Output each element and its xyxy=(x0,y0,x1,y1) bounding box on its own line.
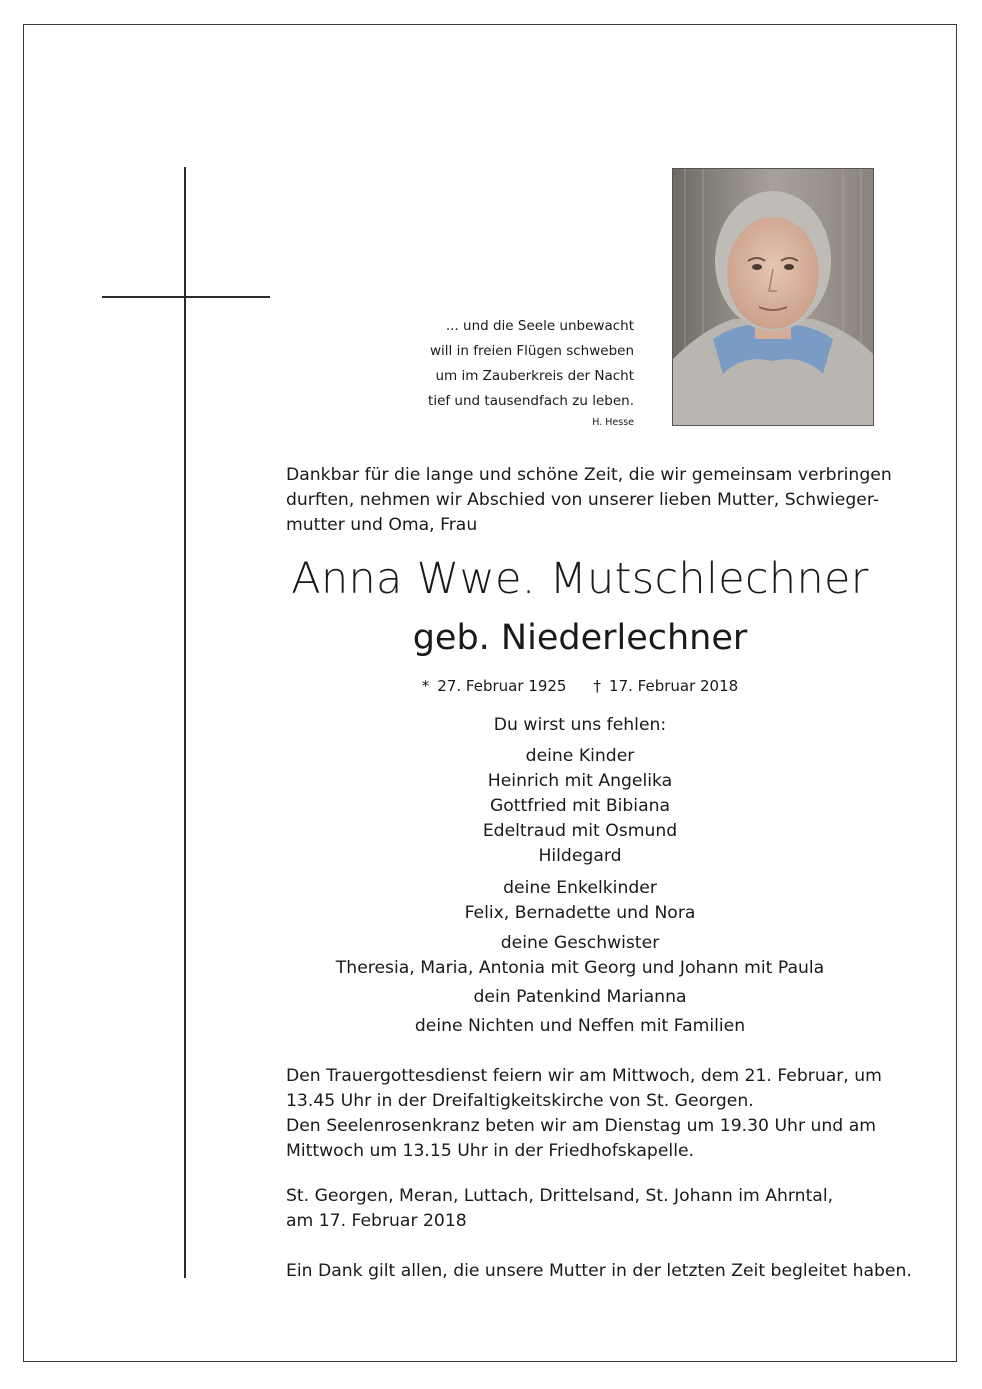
deceased-name: Anna Wwe. Mutschlechner xyxy=(291,554,869,604)
quote-line: ... und die Seele unbewacht xyxy=(445,318,634,334)
children-label: deine Kinder xyxy=(525,746,635,766)
death-cross-symbol: † xyxy=(593,677,602,695)
death-date: 17. Februar 2018 xyxy=(609,677,739,695)
cross-horizontal-bar xyxy=(102,296,270,298)
maiden-name: geb. Niederlechner xyxy=(412,618,748,658)
quote-line: will in freien Flügen schweben xyxy=(430,343,634,359)
portrait-photo xyxy=(672,168,874,426)
quote-author: H. Hesse xyxy=(592,417,634,428)
siblings-label: deine Geschwister xyxy=(500,933,660,953)
intro-line: Dankbar für die lange und schöne Zeit, die wir gemeinsam verbringen xyxy=(286,465,892,485)
child-entry: Heinrich mit Angelika xyxy=(487,771,673,791)
service-paragraph xyxy=(286,1064,882,1164)
intro-line: durften, nehmen wir Abschied von unserer lieben Mutter, Schwieger- xyxy=(286,490,880,510)
intro-line: mutter und Oma, Frau xyxy=(286,515,478,535)
epigraph-quote xyxy=(380,314,634,414)
child-entry: Hildegard xyxy=(538,846,622,866)
relatives-entry: deine Nichten und Neffen mit Familien xyxy=(414,1016,746,1036)
service-line: Den Trauergottesdienst feiern wir am Mittwoch, dem 21. Februar, um xyxy=(286,1066,882,1086)
quote-line: tief und tausendfach zu leben. xyxy=(428,393,634,409)
place-line: am 17. Februar 2018 xyxy=(286,1211,467,1231)
quote-line: um im Zauberkreis der Nacht xyxy=(435,368,634,384)
mourners-list xyxy=(230,710,930,1039)
grandchildren-label: deine Enkelkinder xyxy=(503,878,657,898)
cross-vertical-bar xyxy=(184,167,186,1278)
place-line: St. Georgen, Meran, Luttach, Drittelsand, St. Johann im Ahrntal, xyxy=(286,1186,834,1206)
life-dates xyxy=(380,677,780,695)
service-line: Den Seelenrosenkranz beten wir am Dienstag um 19.30 Uhr und am xyxy=(286,1116,876,1136)
birth-date: 27. Februar 1925 xyxy=(437,677,567,695)
place-and-date xyxy=(286,1184,876,1234)
godchild-entry: dein Patenkind Marianna xyxy=(473,987,687,1007)
child-entry: Edeltraud mit Osmund xyxy=(482,821,678,841)
mourners-heading: Du wirst uns fehlen: xyxy=(493,715,667,735)
thanks-line: Ein Dank gilt allen, die unsere Mutter in der letzten Zeit begleitet haben. xyxy=(286,1261,912,1281)
birth-symbol: * xyxy=(421,677,430,695)
thanks-note xyxy=(286,1259,912,1284)
service-line: Mittwoch um 13.15 Uhr in der Friedhofskapelle. xyxy=(286,1141,695,1161)
grandchildren-names: Felix, Bernadette und Nora xyxy=(464,903,696,923)
child-entry: Gottfried mit Bibiana xyxy=(489,796,671,816)
service-line: 13.45 Uhr in der Dreifaltigkeitskirche von St. Georgen. xyxy=(286,1091,754,1111)
intro-paragraph xyxy=(286,463,892,538)
siblings-names: Theresia, Maria, Antonia mit Georg und Johann mit Paula xyxy=(335,958,825,978)
